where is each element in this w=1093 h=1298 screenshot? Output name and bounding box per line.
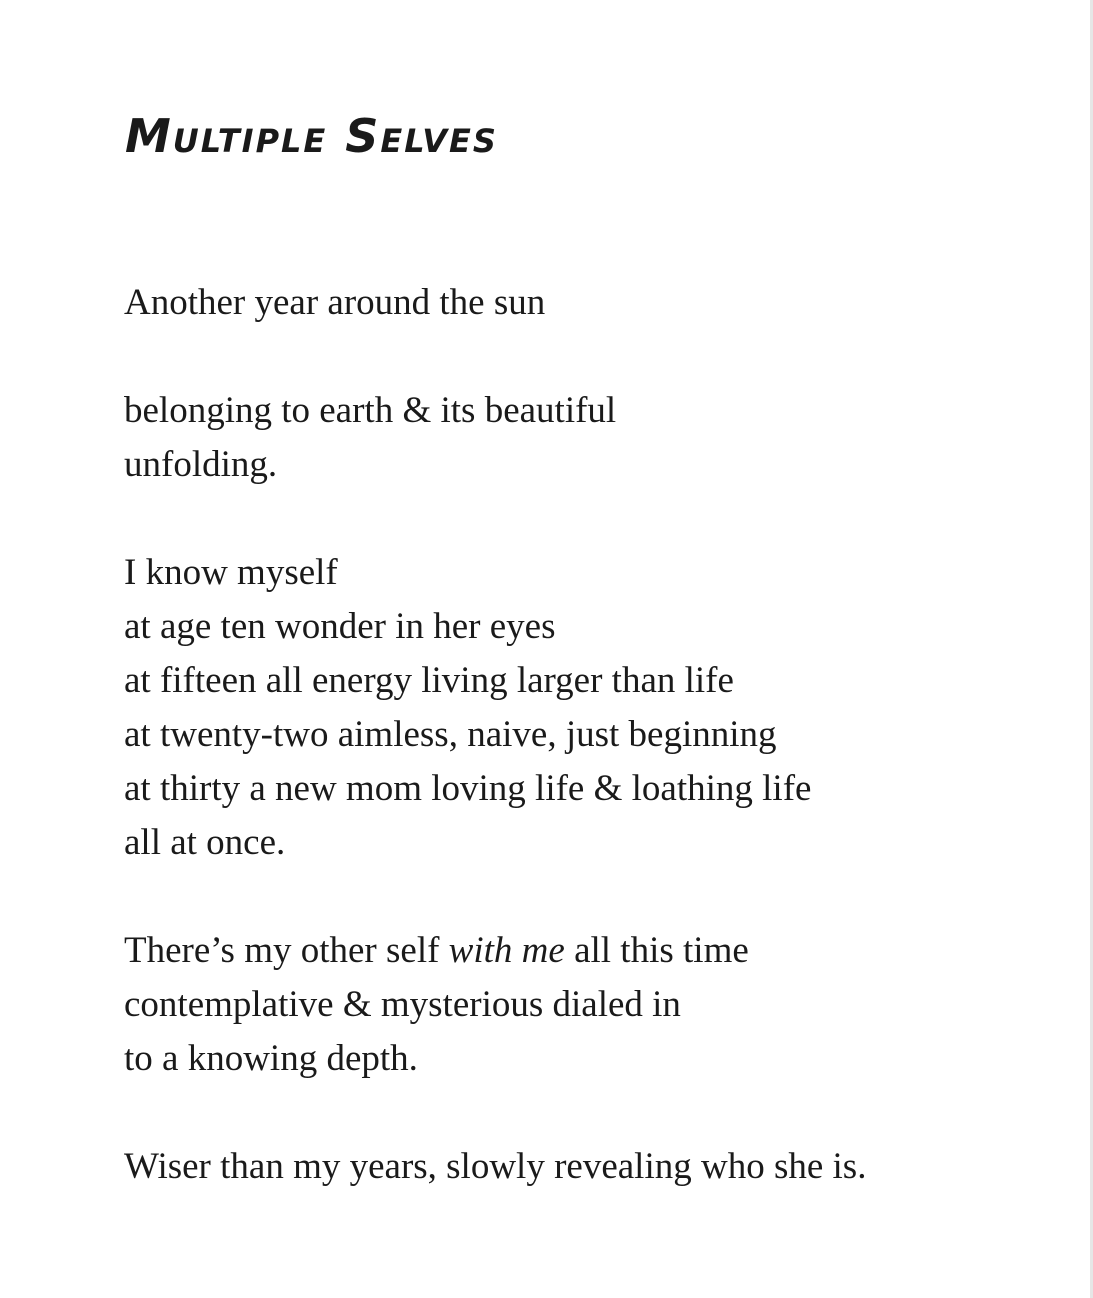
poem-line: to a knowing depth.	[124, 1038, 418, 1079]
poem-line: at age ten wonder in her eyes	[124, 606, 556, 647]
poem-line: Wiser than my years, slowly revealing who she is.	[124, 1146, 867, 1187]
stanza-4	[124, 924, 1064, 1086]
poem-line: Another year around the sun	[124, 282, 546, 323]
poem-body	[124, 276, 1064, 1194]
poem-line: unfolding.	[124, 444, 278, 485]
stanza-5	[124, 1140, 1064, 1194]
poem-line: at twenty-two aimless, naive, just beginning	[124, 714, 777, 755]
poem-line: at fifteen all energy living larger than life	[124, 660, 734, 701]
poem-line: belonging to earth & its beautiful	[124, 390, 617, 431]
emphasis-text: with me	[448, 930, 565, 971]
line-text-after: all this time	[564, 930, 749, 971]
stanza-1	[124, 276, 1064, 330]
poem-line-with-emphasis	[124, 924, 1064, 978]
poem-title: Multiple Selves	[125, 109, 498, 163]
line-text-before: There’s my other self	[124, 930, 449, 971]
stanza-3	[124, 546, 1064, 870]
stanza-2	[124, 384, 1064, 492]
poem-line: contemplative & mysterious dialed in	[124, 984, 681, 1025]
poem-line: all at once.	[124, 822, 286, 863]
poem-line: at thirty a new mom loving life & loathing life	[124, 768, 812, 809]
poem-line: I know myself	[124, 552, 338, 593]
